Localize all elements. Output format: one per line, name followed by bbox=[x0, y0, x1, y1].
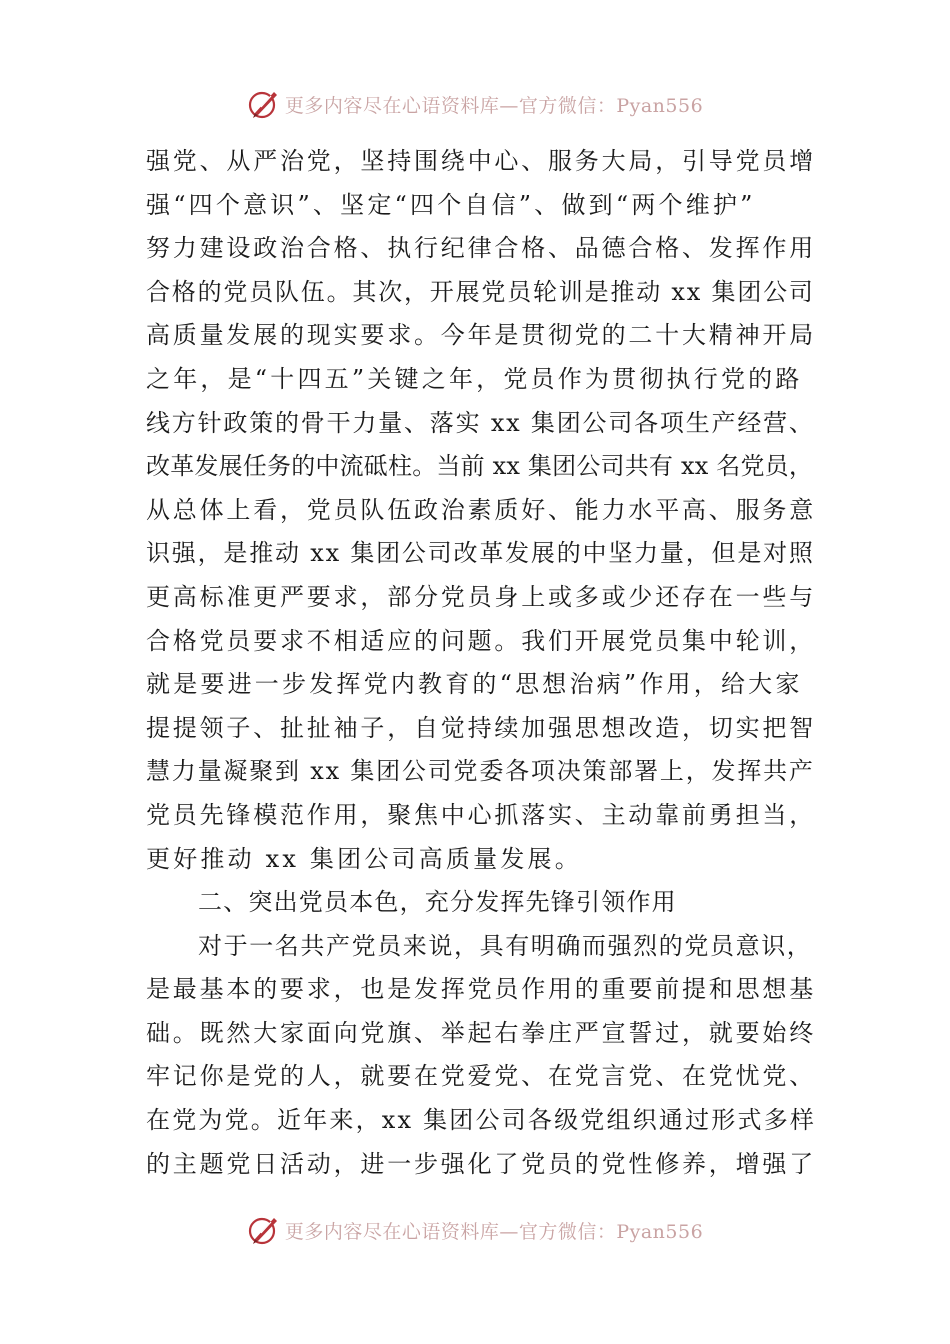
text-line: 之年，是“十四五”关键之年，党员作为贯彻执行党的路 bbox=[146, 364, 803, 393]
header-banner-text: 更多内容尽在心语资料库—官方微信：Pyan556 bbox=[284, 94, 704, 117]
text-line: 就是要进一步发挥党内教育的“思想治病”作用，给大家 bbox=[146, 670, 803, 699]
body-text bbox=[146, 140, 816, 1186]
text-line: 牢记你是党的人，就要在党爱党、在党言党、在党忧党、 bbox=[146, 1062, 816, 1091]
text-line: 慧力量凝聚到 xx 集团公司党委各项决策部署上，发挥共产 bbox=[146, 757, 815, 786]
quill-pen-logo-icon bbox=[247, 1213, 281, 1247]
text-line: 合格的党员队伍。其次，开展党员轮训是推动 xx 集团公司 bbox=[146, 277, 815, 306]
text-line: 更高标准更严要求，部分党员身上或多或少还存在一些与 bbox=[146, 582, 816, 611]
text-line: 党员先锋模范作用，聚焦中心抓落实、主动靠前勇担当， bbox=[146, 800, 816, 829]
text-line: 从总体上看，党员队伍政治素质好、能力水平高、服务意 bbox=[146, 495, 816, 524]
text-line: 合格党员要求不相适应的问题。我们开展党员集中轮训， bbox=[146, 626, 816, 655]
text-line: 线方针政策的骨干力量、落实 xx 集团公司各项生产经营、 bbox=[146, 408, 815, 437]
text-line: 础。既然大家面向党旗、举起右拳庄严宣誓过，就要始终 bbox=[146, 1018, 816, 1047]
text-line: 强党、从严治党，坚持围绕中心、服务大局，引导党员增 bbox=[146, 147, 816, 175]
text-line: 改革发展任务的中流砥柱。当前 xx 集团公司共有 xx 名党员， bbox=[146, 452, 814, 481]
text-line: 高质量发展的现实要求。今年是贯彻党的二十大精神开局 bbox=[146, 321, 816, 350]
section-heading: 二、突出党员本色，充分发挥先锋引领作用 bbox=[198, 888, 677, 917]
header-banner bbox=[0, 84, 950, 124]
text-line: 提提领子、扯扯袖子，自觉持续加强思想改造，切实把智 bbox=[146, 713, 816, 742]
text-line: 对于一名共产党员来说，具有明确而强烈的党员意识， bbox=[198, 931, 813, 960]
text-line: 在党为党。近年来，xx 集团公司各级党组织通过形式多样 bbox=[146, 1106, 817, 1135]
text-line: 努力建设政治合格、执行纪律合格、品德合格、发挥作用 bbox=[146, 234, 816, 263]
footer-banner bbox=[0, 1210, 950, 1250]
text-line: 强“四个意识”、坚定“四个自信”、做到“两个维护” bbox=[146, 190, 756, 219]
text-line: 更好推动 xx 集团公司高质量发展。 bbox=[146, 844, 582, 873]
text-line: 识强，是推动 xx 集团公司改革发展的中坚力量，但是对照 bbox=[146, 539, 815, 568]
footer-banner-text: 更多内容尽在心语资料库—官方微信：Pyan556 bbox=[284, 1220, 704, 1243]
quill-pen-logo-icon bbox=[247, 87, 281, 121]
text-line: 是最基本的要求，也是发挥党员作用的重要前提和思想基 bbox=[146, 975, 816, 1004]
text-line: 的主题党日活动，进一步强化了党员的党性修养，增强了 bbox=[146, 1149, 816, 1178]
